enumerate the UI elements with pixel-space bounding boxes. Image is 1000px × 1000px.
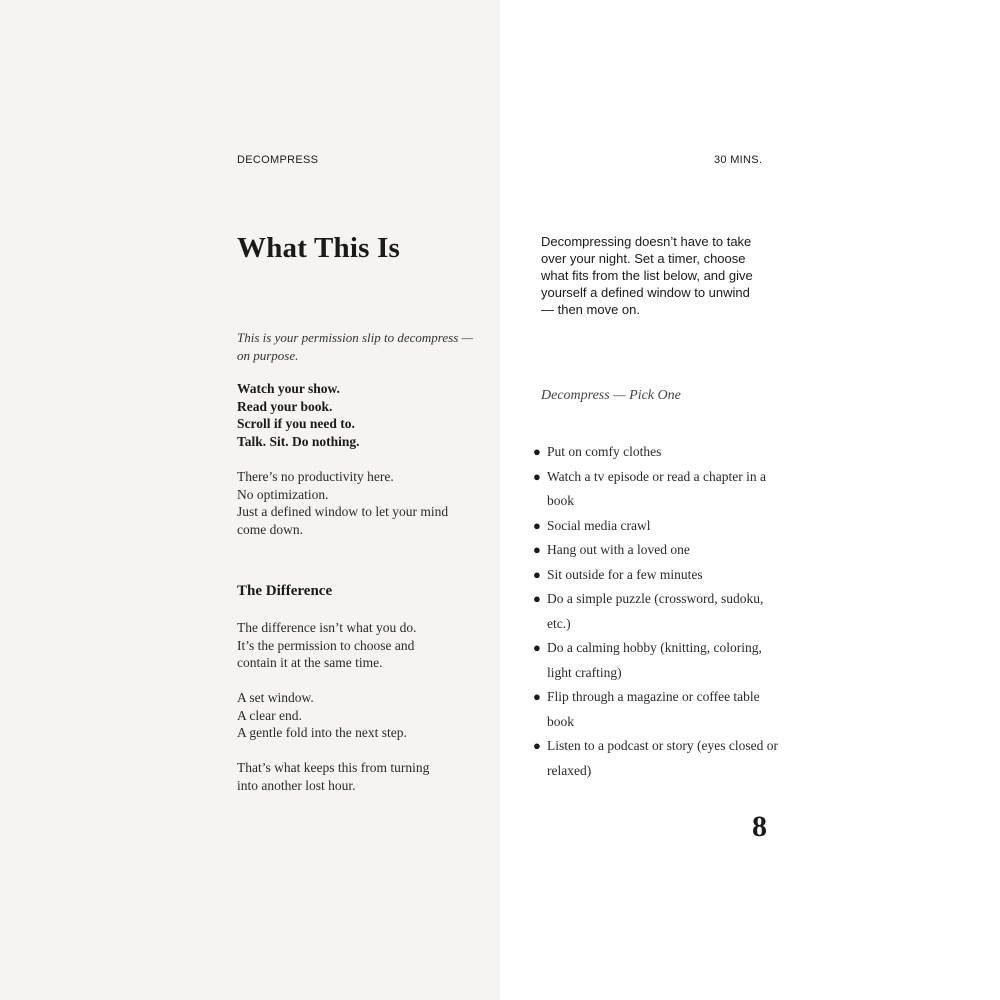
closing-paragraph [237,759,429,794]
paragraph-line: The difference isn’t what you do. [237,620,417,635]
paragraph-line: Just a defined window to let your mind [237,504,449,519]
list-item [533,538,782,563]
paragraph-line: contain it at the same time. [237,655,383,670]
bullet-icon: ● [533,444,541,459]
list-item-text: Sit outside for a few minutes [547,566,703,582]
list-item [533,514,782,539]
page-number: 8 [752,810,767,843]
paragraph-line: into another lost hour. [237,777,356,793]
bullet-icon: ● [533,542,541,557]
bullet-icon: ● [533,689,541,704]
permission-list [237,380,360,450]
list-item-text: Watch a tv episode or read a chapter in a book [547,468,766,508]
list-item-text: Flip through a magazine or coffee table book [547,689,760,729]
paragraph-line: A set window. [237,690,314,705]
permission-line: Talk. Sit. Do nothing. [237,433,360,449]
list-item [533,636,782,685]
section-label: DECOMPRESS [237,154,319,166]
list-item-text: Put on comfy clothes [547,444,662,459]
list-item-text: Do a simple puzzle (crossword, sudoku, etc.) [547,591,764,631]
paragraph-line: There’s no productivity here. [237,469,394,484]
list-item [533,465,782,514]
list-item [533,685,782,734]
paragraph-line: A clear end. [237,707,302,723]
bullet-icon: ● [533,517,541,533]
list-item-text: Social media crawl [547,517,651,533]
permission-line: Scroll if you need to. [237,416,355,431]
difference-paragraph [237,619,416,672]
intro-text: This is your permission slip to decompress — on purpose. [237,330,474,363]
permission-line: Watch your show. [237,381,340,396]
paragraph-line: No optimization. [237,486,329,502]
list-item [533,734,782,783]
paragraph-line: It’s the permission to choose and [237,637,415,653]
bullet-icon: ● [533,468,541,484]
list-item [533,587,782,636]
bullet-icon: ● [533,640,541,655]
bullet-icon: ● [533,566,541,582]
no-productivity-paragraph [237,468,448,538]
duration-label: 30 MINS. [714,154,763,166]
bullet-icon: ● [533,738,541,753]
set-window-paragraph [237,689,407,742]
list-item [533,563,782,588]
list-item-text: Hang out with a loved one [547,542,690,557]
section-subheading: The Difference [237,583,333,599]
paragraph-line: That’s what keeps this from turning [237,760,430,775]
pick-list-title: Decompress — Pick One [541,388,681,403]
list-item-text: Listen to a podcast or story (eyes closed or relaxed) [547,738,778,778]
permission-line: Read your book. [237,398,333,414]
list-item [533,440,782,465]
paragraph-line: A gentle fold into the next step. [237,725,407,740]
list-item-text: Do a calming hobby (knitting, coloring, light crafting) [547,640,762,680]
page-title: What This Is [237,232,401,264]
description-text: Decompressing doesn’t have to take over your night. Set a timer, choose what fits from the list below, and give yourself a defined window to unwind — then move on. [541,234,753,317]
activity-list [533,440,782,783]
paragraph-line: come down. [237,521,303,537]
bullet-icon: ● [533,591,541,606]
